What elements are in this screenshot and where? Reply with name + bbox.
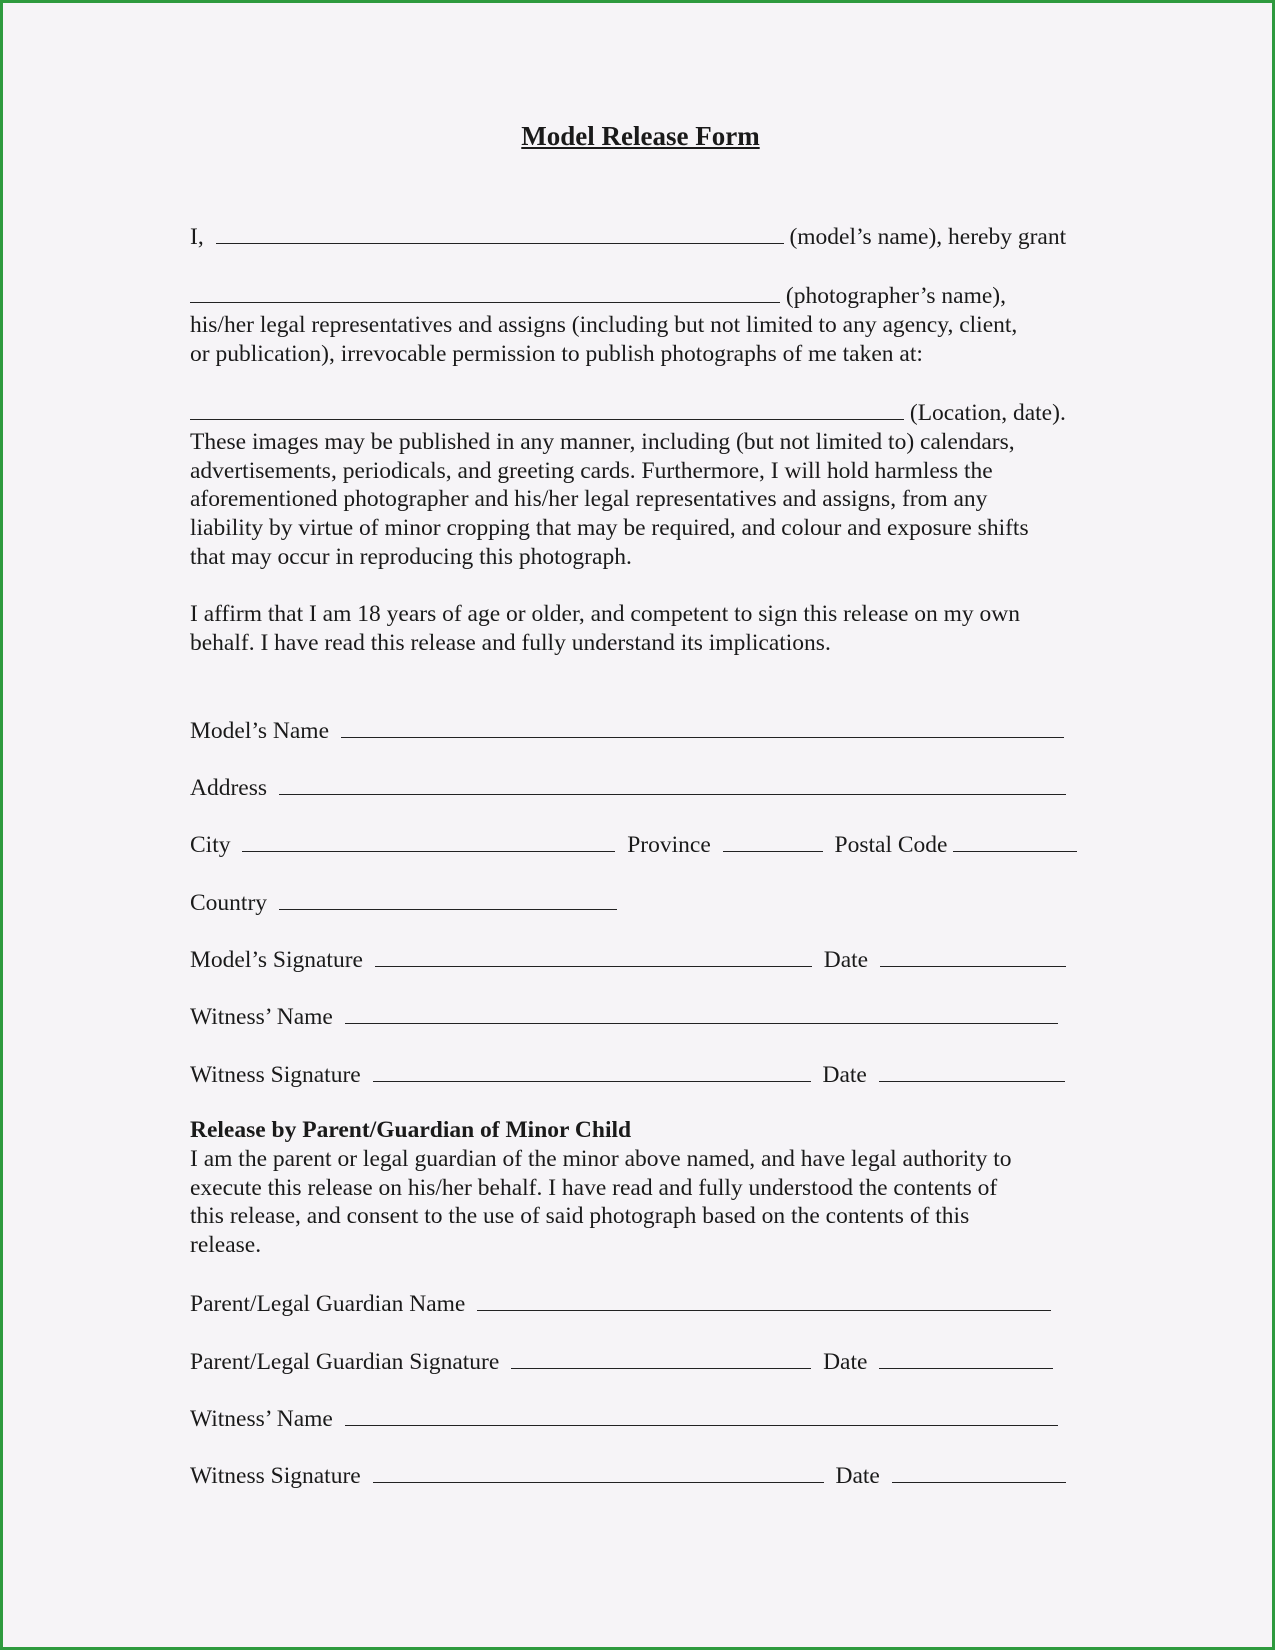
minor-witness-name-field: [190, 1403, 1090, 1432]
date-label: Date: [835, 1463, 880, 1490]
witness-name-label: Witness’ Name: [190, 1004, 333, 1031]
country-field: [190, 887, 1090, 916]
affirm-text-line: behalf. I have read this release and fully understand its implications.: [190, 629, 831, 656]
country-label: Country: [190, 889, 268, 916]
model-name-line: [190, 221, 1090, 252]
guardian-signature-input[interactable]: [511, 1346, 811, 1369]
postal-code-label: Postal Code: [834, 832, 948, 859]
location-line: [190, 397, 1090, 428]
minor-text-line: execute this release on his/her behalf. I have read and fully understood the contents of: [190, 1174, 998, 1201]
witness-date-input[interactable]: [879, 1059, 1065, 1082]
city-input[interactable]: [242, 829, 615, 852]
form-body: [190, 221, 1090, 1489]
minor-witness-name-input[interactable]: [345, 1403, 1058, 1426]
date-label: Date: [823, 947, 869, 973]
grant-text-line: his/her legal representatives and assigns (including but not limited to any agency, client,: [190, 312, 1018, 339]
witness-name-field: [190, 1001, 1090, 1030]
photographer-name-line: [190, 280, 1090, 311]
witness-signature-label: Witness Signature: [190, 1061, 361, 1088]
model-name-input[interactable]: [341, 715, 1064, 738]
date-label: Date: [822, 1061, 867, 1088]
usage-text-line: aforementioned photographer and his/her legal representatives and assigns, from any: [190, 486, 988, 513]
witness-name-input[interactable]: [345, 1001, 1058, 1024]
photographer-name-hint: (photographer’s name),: [785, 283, 1007, 310]
model-name-label: Model’s Name: [190, 717, 330, 744]
country-input[interactable]: [279, 887, 617, 910]
photographer-name-blank[interactable]: [190, 280, 780, 303]
model-name-hint: (model’s name), hereby grant: [789, 224, 1067, 250]
minor-witness-signature-input[interactable]: [373, 1460, 824, 1483]
model-signature-field: [190, 944, 1090, 973]
witness-signature-field: [190, 1059, 1090, 1088]
witness-name-label: Witness’ Name: [190, 1406, 333, 1433]
minor-text-line: this release, and consent to the use of said photograph based on the contents of this: [190, 1203, 970, 1230]
page-title: Model Release Form: [521, 121, 760, 151]
model-name-field: [190, 715, 1090, 744]
guardian-name-field: [190, 1288, 1090, 1317]
province-input[interactable]: [723, 829, 823, 852]
model-signature-input[interactable]: [375, 944, 812, 967]
guardian-name-input[interactable]: [477, 1288, 1051, 1311]
minor-witness-signature-field: [190, 1460, 1090, 1489]
grant-text-line: or publication), irrevocable permission to publish photographs of me taken at:: [190, 340, 923, 367]
guardian-date-input[interactable]: [879, 1346, 1053, 1369]
minor-release-heading: Release by Parent/Guardian of Minor Child: [190, 1117, 632, 1144]
model-signature-label: Model’s Signature: [190, 947, 363, 973]
location-date-blank[interactable]: [190, 397, 904, 420]
usage-text-line: liability by virtue of minor cropping that may be required, and colour and exposure shifts: [190, 515, 1029, 541]
guardian-signature-label: Parent/Legal Guardian Signature: [190, 1348, 500, 1375]
date-label: Date: [823, 1348, 868, 1375]
minor-text-line: I am the parent or legal guardian of the minor above named, and have legal authority to: [190, 1145, 1012, 1172]
city-province-postal-field: [190, 829, 1090, 858]
minor-witness-date-input[interactable]: [892, 1460, 1066, 1483]
witness-signature-label: Witness Signature: [190, 1463, 361, 1490]
grant-prefix: I,: [190, 224, 204, 250]
minor-text-line: release.: [190, 1231, 262, 1258]
usage-text-line: that may occur in reproducing this photograph.: [190, 543, 632, 570]
address-field: [190, 772, 1090, 801]
model-name-blank[interactable]: [216, 221, 784, 244]
guardian-name-label: Parent/Legal Guardian Name: [190, 1291, 466, 1318]
witness-signature-input[interactable]: [373, 1059, 811, 1082]
address-input[interactable]: [279, 772, 1066, 795]
city-label: City: [190, 832, 231, 859]
usage-text-line: advertisements, periodicals, and greeting cards. Furthermore, I will hold harmless the: [190, 457, 993, 484]
postal-code-input[interactable]: [953, 829, 1077, 852]
affirm-text-line: I affirm that I am 18 years of age or older, and competent to sign this release on my own: [190, 601, 1021, 628]
usage-text-line: These images may be published in any manner, including (but not limited to) calendars,: [190, 428, 1015, 455]
guardian-signature-field: [190, 1346, 1090, 1375]
address-label: Address: [190, 774, 268, 801]
province-label: Province: [627, 832, 711, 859]
model-date-input[interactable]: [880, 944, 1066, 967]
location-hint: (Location, date).: [909, 400, 1066, 427]
